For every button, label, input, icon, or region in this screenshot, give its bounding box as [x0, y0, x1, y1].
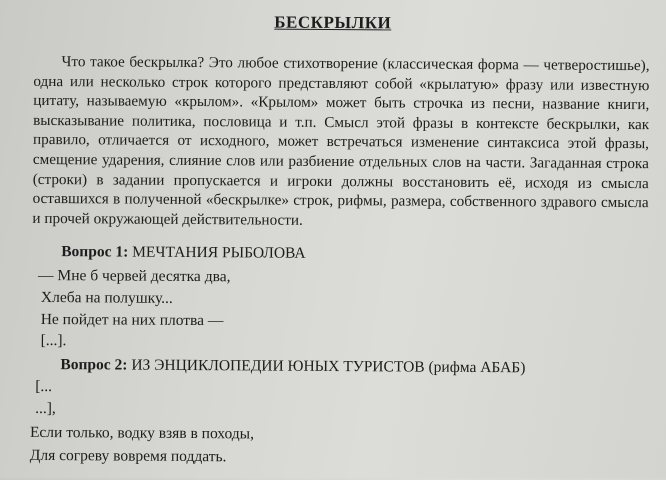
question-1-line-2: Хлеба на полушку...	[40, 288, 173, 307]
question-1-line-4: [...].	[40, 331, 67, 350]
question-2-label: Вопрос 2:	[60, 356, 128, 374]
question-1-label: Вопрос 1:	[61, 243, 129, 261]
question-1-line-3: Не пойдет на них плотва —	[40, 310, 224, 330]
question-2-heading	[60, 355, 525, 378]
question-1-heading	[61, 242, 306, 264]
intro-paragraph	[32, 52, 649, 233]
question-1-title: МЕЧТАНИЯ РЫБОЛОВА	[132, 243, 306, 262]
document-title: БЕСКРЫЛКИ	[274, 12, 392, 33]
question-2-title: ИЗ ЭНЦИКЛОПЕДИИ ЮНЫХ ТУРИСТОВ (рифма АБАБ)	[131, 356, 526, 377]
question-1-line-1: — Мне б червей десятка два,	[38, 266, 231, 286]
question-2-line-4: Для согреву вовремя поддать.	[29, 446, 227, 466]
question-2-line-2: ...],	[35, 399, 56, 418]
intro-text: Что такое бескрылка? Это любое стихотворение (классическая форма — четверостишье), одна или несколько строк которого представляют собой «крылатую» фразу или известную цитату, называемую «крылом». «Крылом» может быть строчка из песни, название книги, высказывание политика, пословица и т.п. Смысл этой фразы в контексте бескрылки, как правило, отличается от исходного, может встречаться изменение синтаксиса этой фразы, смещение ударения, слияние слов или разбиение отдельных слов на части. Загаданная строка (строки) в задании пропускается и игроки должны восстановить её, исходя из смысла оставшихся в полученной «бескрылке» строк, рифмы, размера, собственного здравого смысла и прочей окружающей действительности.	[32, 53, 650, 229]
question-2-line-3: Если только, водку взяв в походы,	[29, 423, 255, 443]
question-2-line-1: [...	[35, 377, 53, 396]
